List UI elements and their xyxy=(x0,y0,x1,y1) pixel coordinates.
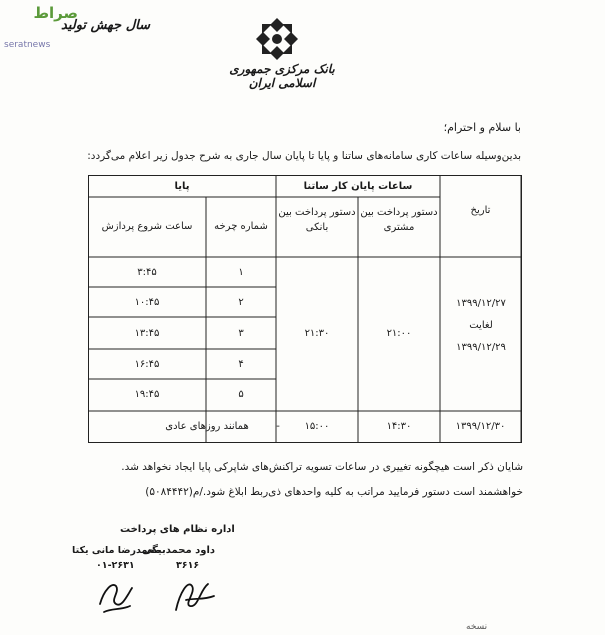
signer-1-name: داود محمدبیگی xyxy=(142,545,216,556)
cycle-4-number: ۴ xyxy=(238,359,244,370)
header-date: تاریخ xyxy=(470,205,491,216)
period-2-date: ۱۳۹۹/۱۲/۳۰ xyxy=(455,421,506,432)
period-2-satna-customer: ۱۴:۳۰ xyxy=(386,421,412,432)
note-2: خواهشمند است دستور فرمایید مراتب به کلیه واحدهای ذی‌ربط ابلاغ شود./م(۵۰۸۴۴۴۲) xyxy=(145,486,523,498)
note-1: شایان ذکر است هیچگونه تغییری در ساعات تسویه تراکنش‌های شاپرکی پایا ایجاد نخواهد شد. xyxy=(121,461,523,473)
signature-1-mark xyxy=(170,572,220,620)
cycle-4-start: ۱۶:۴۵ xyxy=(134,359,160,370)
cycle-2-number: ۲ xyxy=(238,297,244,308)
cycle-5-number: ۵ xyxy=(238,389,244,400)
cycle-3-number: ۳ xyxy=(238,328,244,339)
period-1-date: ۱۳۹۹/۱۲/۲۷ لغایت ۱۳۹۹/۱۲/۲۹ xyxy=(456,298,506,353)
period-1-satna-customer: ۲۱:۰۰ xyxy=(386,328,412,339)
header-paya-cycle: شماره چرخه xyxy=(214,221,268,232)
greeting: با سلام و احترام؛ xyxy=(443,121,521,134)
watermark-brand: صراط xyxy=(33,4,78,22)
period-2-satna-interbank: ۱۵:۰۰ xyxy=(304,421,330,432)
header-satna-customer: دستور پرداخت بین مشتری xyxy=(360,207,438,233)
period-2-cycle: - xyxy=(276,421,280,432)
bank-name: بانک مرکزی جمهوری اسلامی ایران xyxy=(229,62,335,90)
period-2-start: همانند روزهای عادی xyxy=(165,421,249,432)
period-1-satna-interbank: ۲۱:۳۰ xyxy=(304,328,330,339)
bank-logo-icon xyxy=(254,16,300,62)
cycle-2-start: ۱۰:۴۵ xyxy=(134,297,160,308)
cycle-1-number: ۱ xyxy=(238,267,244,278)
header-paya: پایا xyxy=(174,181,190,192)
cycle-1-start: ۳:۴۵ xyxy=(137,267,157,278)
header-satna: ساعات پایان کار ساتنا xyxy=(303,181,413,192)
header-paya-start: ساعت شروع پردازش xyxy=(101,221,193,232)
header-satna-interbank: دستور پرداخت بین بانکی xyxy=(278,207,356,233)
signature-department: اداره نظام های پرداخت xyxy=(120,524,235,535)
signature-2-mark xyxy=(92,574,140,618)
cycle-5-start: ۱۹:۴۵ xyxy=(134,389,160,400)
schedule-table xyxy=(88,175,522,443)
intro-text: بدین‌وسیله ساعات کاری سامانه‌های ساتنا و پایا تا پایان سال جاری به شرح جدول زیر اعلام می‌گردد: xyxy=(87,150,521,162)
signer-2-name: محمدرضا مانی یکتا xyxy=(72,545,161,556)
signer-1-number: ۳۶۱۶ xyxy=(176,560,200,571)
cycle-3-start: ۱۳:۴۵ xyxy=(134,328,160,339)
signer-2-number: ۰۱-۲۶۳۱ xyxy=(96,560,135,571)
corner-text: نسخه xyxy=(466,622,488,632)
watermark-site: seratnews xyxy=(4,40,51,50)
slogan: سال جهش تولید xyxy=(61,18,150,33)
